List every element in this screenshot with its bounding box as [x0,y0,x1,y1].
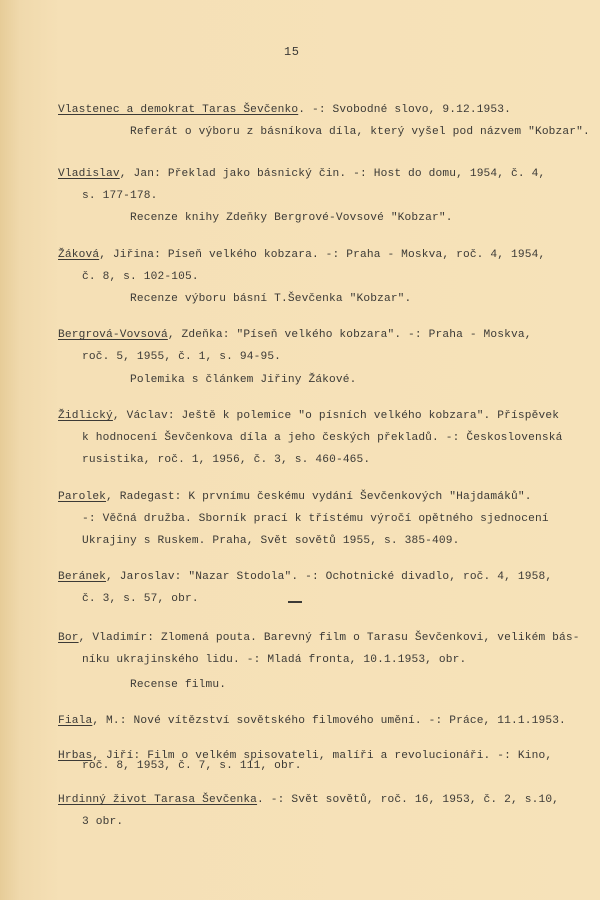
entry-heading: Židlický [58,410,113,422]
section-separator [288,601,302,603]
entry-heading: Žáková [58,249,100,261]
entry-heading: Fiala [58,715,93,727]
entry-line: Fiala, M.: Nové vítězství sovětského filmového umění. -: Práce, 11.1.1953. [58,715,566,727]
entry-line: Vladislav, Jan: Překlad jako básnický čin. -: Host do domu, 1954, č. 4, [58,168,546,180]
entry-line: č. 8, s. 102-105. [82,271,199,283]
entry-line: Hrbas, Jiří: Film o velkém spisovateli, malíři a revolucionáři. -: Kino, [58,750,553,762]
entry-heading: Vlastenec a demokrat Taras Ševčenko [58,104,299,116]
entry-note: Referát o výboru z básníkova díla, který vyšel pod názvem "Kobzar". [130,126,590,138]
entry-heading: Parolek [58,491,107,503]
entry-line: 3 obr. [82,816,124,828]
entry-line: k hodnocení Ševčenkova díla a jeho českých překladů. -: Československá [82,432,563,444]
entry-heading: Beránek [58,571,107,583]
entry-line: Židlický, Václav: Ještě k polemice "o písních velkého kobzara". Příspěvek [58,410,560,422]
entry-heading: Bergrová-Vovsová [58,329,168,341]
entry-line: Bergrová-Vovsová, Zdeňka: "Píseň velkého kobzara". -: Praha - Moskva, [58,329,532,341]
entry-heading: Hrdinný život Tarasa Ševčenka [58,794,258,806]
entry-line: níku ukrajinského lidu. -: Mladá fronta, 10.1.1953, obr. [82,654,467,666]
entry-heading: Hrbas [58,750,93,762]
entry-line: Parolek, Radegast: K prvnímu českému vydání Ševčenkových "Hajdamáků". [58,491,532,503]
entry-line: s. 177-178. [82,190,158,202]
entry-note: Recenze výboru básní T.Ševčenka "Kobzar". [130,293,412,305]
entry-line: Žáková, Jiřina: Píseň velkého kobzara. -: Praha - Moskva, roč. 4, 1954, [58,249,546,261]
page-number: 15 [284,45,300,59]
entry-line: -: Věčná družba. Sborník prací k třístému výročí opětného sjednocení [82,513,549,525]
entry-line: Beránek, Jaroslav: "Nazar Stodola". -: Ochotnické divadlo, roč. 4, 1958, [58,571,553,583]
entry-heading: Bor [58,632,79,644]
entry-note: Recense filmu. [130,679,227,691]
entry-line: Ukrajiny s Ruskem. Praha, Svět sovětů 1955, s. 385-409. [82,535,460,547]
entry-line: Bor, Vladimír: Zlomená pouta. Barevný film o Tarasu Ševčenkovi, velikém bás- [58,632,580,644]
entry-line: roč. 8, 1953, č. 7, s. 111, obr. [82,760,302,772]
entry-line: č. 3, s. 57, obr. [82,593,199,605]
entry-heading: Vladislav [58,168,120,180]
entry-line: Hrdinný život Tarasa Ševčenka. -: Svět sovětů, roč. 16, 1953, č. 2, s.10, [58,794,560,806]
entry-note: Polemika s článkem Jiřiny Žákové. [130,374,357,386]
entry-note: Recenze knihy Zdeňky Bergrové-Vovsové "Kobzar". [130,212,453,224]
entry-line: Vlastenec a demokrat Taras Ševčenko. -: Svobodné slovo, 9.12.1953. [58,104,512,116]
entry-line: roč. 5, 1955, č. 1, s. 94-95. [82,351,282,363]
entry-line: rusistika, roč. 1, 1956, č. 3, s. 460-465. [82,454,371,466]
